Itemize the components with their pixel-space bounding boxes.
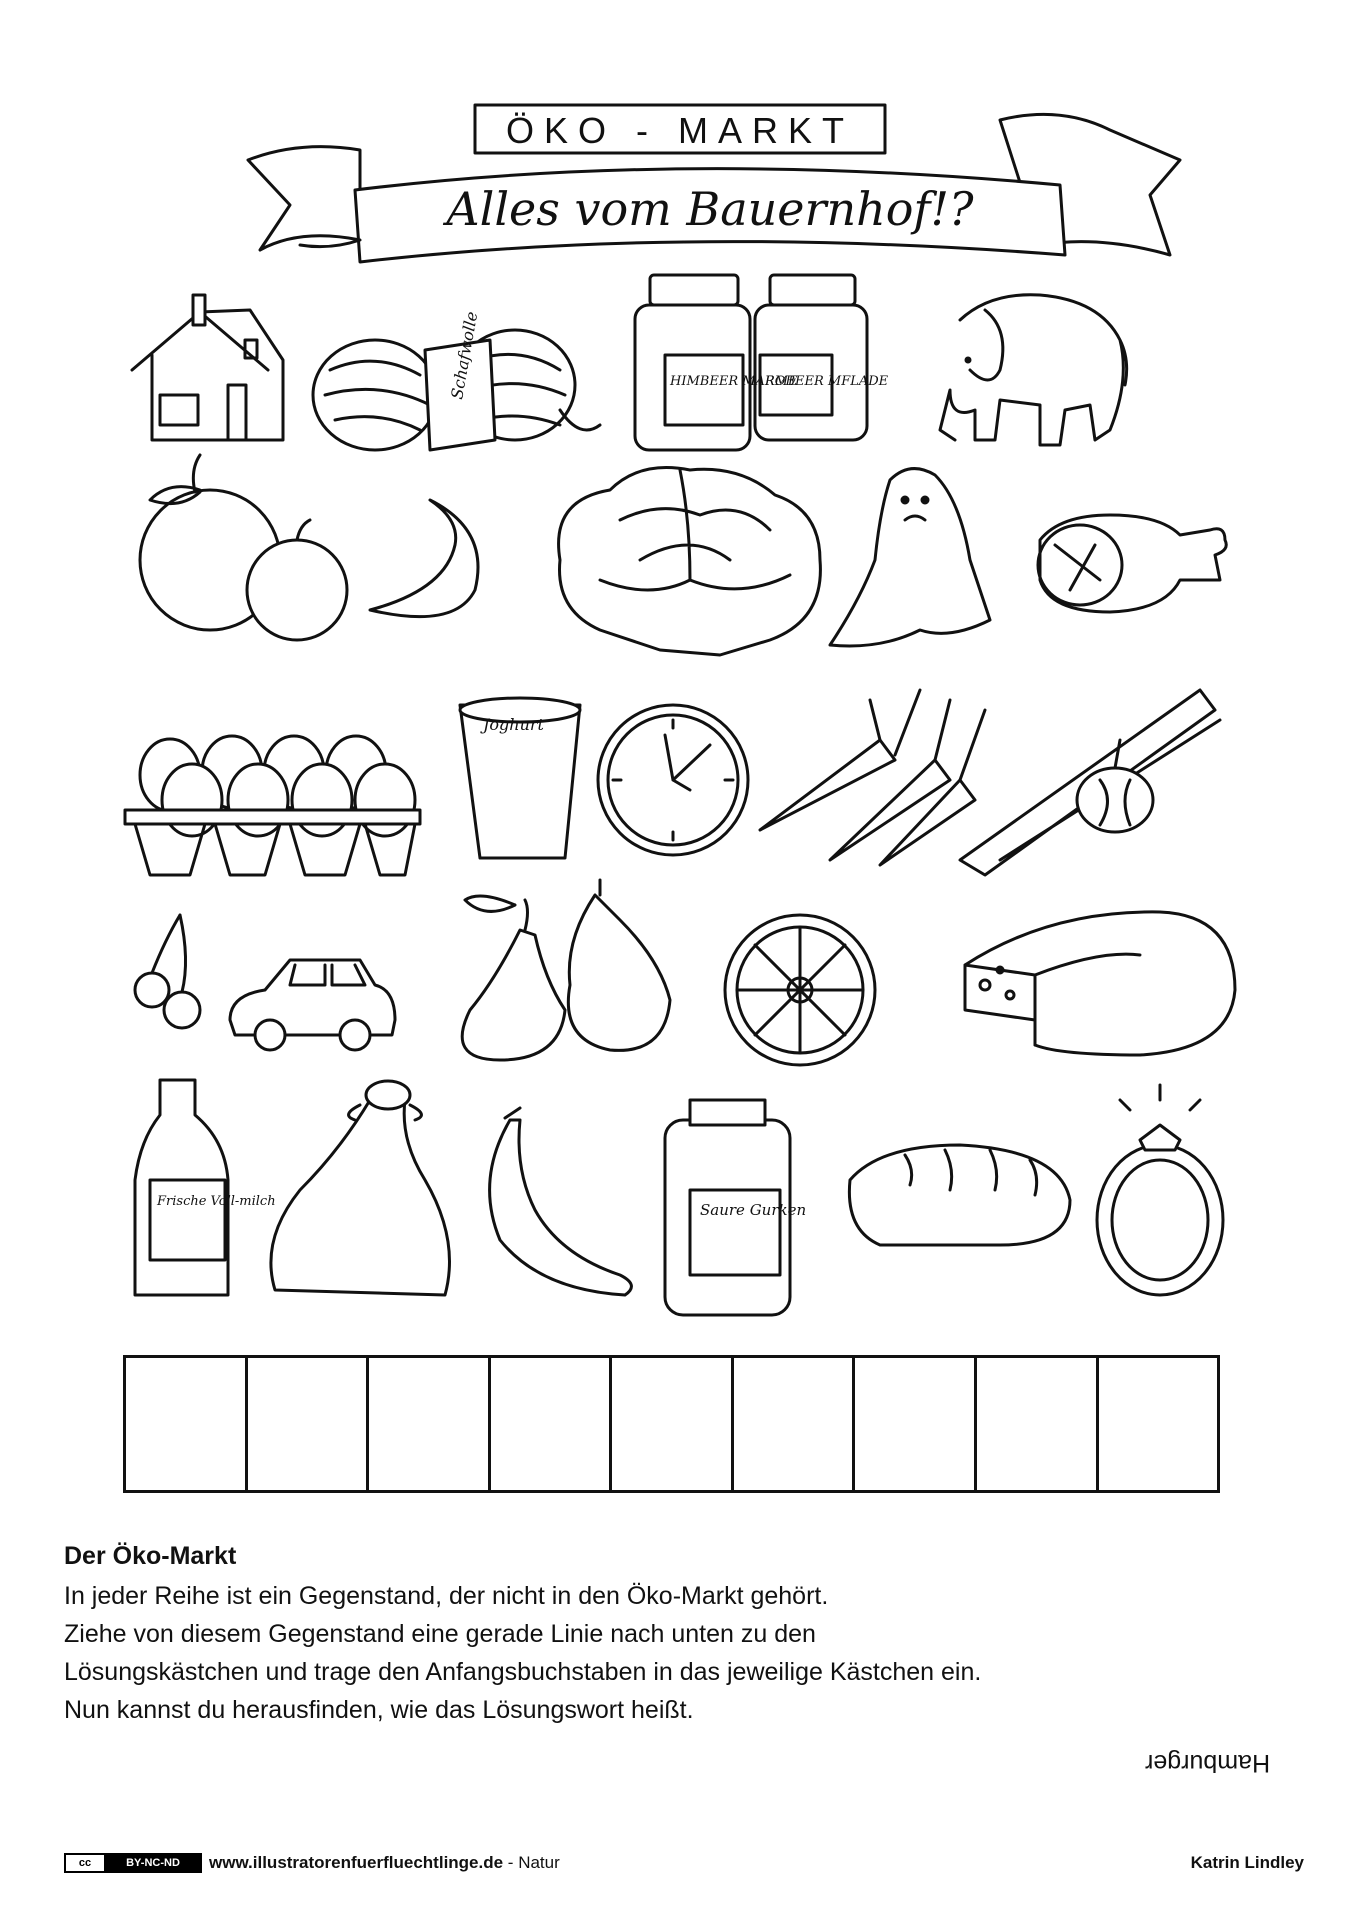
instruction-line: In jeder Reihe ist ein Gegenstand, der nicht in den Öko-Markt gehört.	[64, 1582, 829, 1610]
instruction-line: Lösungskästchen und trage den Anfangsbuchstaben in das jeweilige Kästchen ein.	[64, 1658, 982, 1686]
clock-drawing	[598, 705, 748, 855]
ghost-drawing	[830, 469, 990, 646]
answer-box[interactable]	[1099, 1358, 1218, 1490]
answer-box[interactable]	[369, 1358, 491, 1490]
car-drawing	[230, 960, 395, 1050]
answer-box[interactable]	[248, 1358, 370, 1490]
solution-upside-down: Hamburger	[1144, 1749, 1270, 1777]
yarn-label: Schafwolle	[447, 310, 482, 401]
carrots-leeks-drawing	[760, 690, 1220, 875]
answer-box[interactable]	[491, 1358, 613, 1490]
ring-drawing	[1097, 1085, 1223, 1295]
apples-drawing	[140, 455, 347, 640]
gherkin-jar-drawing	[665, 1100, 806, 1315]
answer-box[interactable]	[977, 1358, 1099, 1490]
footer-category: Natur	[518, 1853, 560, 1872]
footer-author: Katrin Lindley	[1190, 1853, 1304, 1872]
website-link[interactable]: www.illustratorenfuerfluechtlinge.de	[209, 1853, 504, 1872]
eggs-drawing	[125, 736, 420, 875]
ham-drawing	[1038, 515, 1226, 612]
answer-box[interactable]	[126, 1358, 248, 1490]
jam-label-2: ROBEER MFLADE	[765, 374, 889, 389]
elephant-drawing	[940, 295, 1127, 445]
instruction-line: Nun kannst du herausfinden, wie das Lösungswort heißt.	[64, 1696, 694, 1724]
lettuce-drawing	[559, 468, 821, 656]
moon-drawing	[370, 500, 478, 617]
bread-drawing	[849, 1145, 1070, 1245]
answer-box[interactable]	[734, 1358, 856, 1490]
answer-boxes	[123, 1355, 1220, 1493]
jam-label-1: HIMBEER MARME	[670, 374, 798, 389]
yoghurt-label: Joghurt	[483, 715, 544, 734]
license-badge[interactable]	[64, 1853, 202, 1873]
banner-subtitle: Alles vom Bauernhof!?	[446, 182, 974, 236]
milk-label: Frische Voll-milch	[157, 1194, 276, 1209]
banana-drawing	[490, 1108, 632, 1295]
instructions-heading: Der Öko-Markt	[64, 1542, 237, 1570]
answer-box[interactable]	[855, 1358, 977, 1490]
banner-title: ÖKO - MARKT	[505, 110, 855, 151]
banner	[248, 105, 1180, 262]
footer-source	[209, 1853, 560, 1873]
cherries-drawing	[135, 915, 200, 1028]
wheel-drawing	[725, 915, 875, 1065]
footer-separator: -	[503, 1853, 519, 1872]
jam-jars-drawing	[635, 275, 889, 450]
instructions	[64, 1542, 1304, 1729]
gherkin-label: Saure Gurken	[700, 1201, 807, 1219]
milk-bottle-drawing	[135, 1080, 276, 1295]
cheese-drawing	[965, 912, 1235, 1055]
instruction-line: Ziehe von diesem Gegenstand eine gerade Linie nach unten zu den	[64, 1620, 816, 1648]
footer	[64, 1851, 1304, 1875]
pears-drawing	[462, 880, 670, 1060]
license-type: BY-NC-ND	[106, 1855, 200, 1871]
sack-drawing	[271, 1081, 450, 1295]
yarn-drawing	[313, 310, 600, 450]
cc-icon: cc	[66, 1855, 106, 1871]
answer-box[interactable]	[612, 1358, 734, 1490]
yoghurt-drawing	[460, 698, 580, 858]
house-drawing	[132, 295, 283, 440]
